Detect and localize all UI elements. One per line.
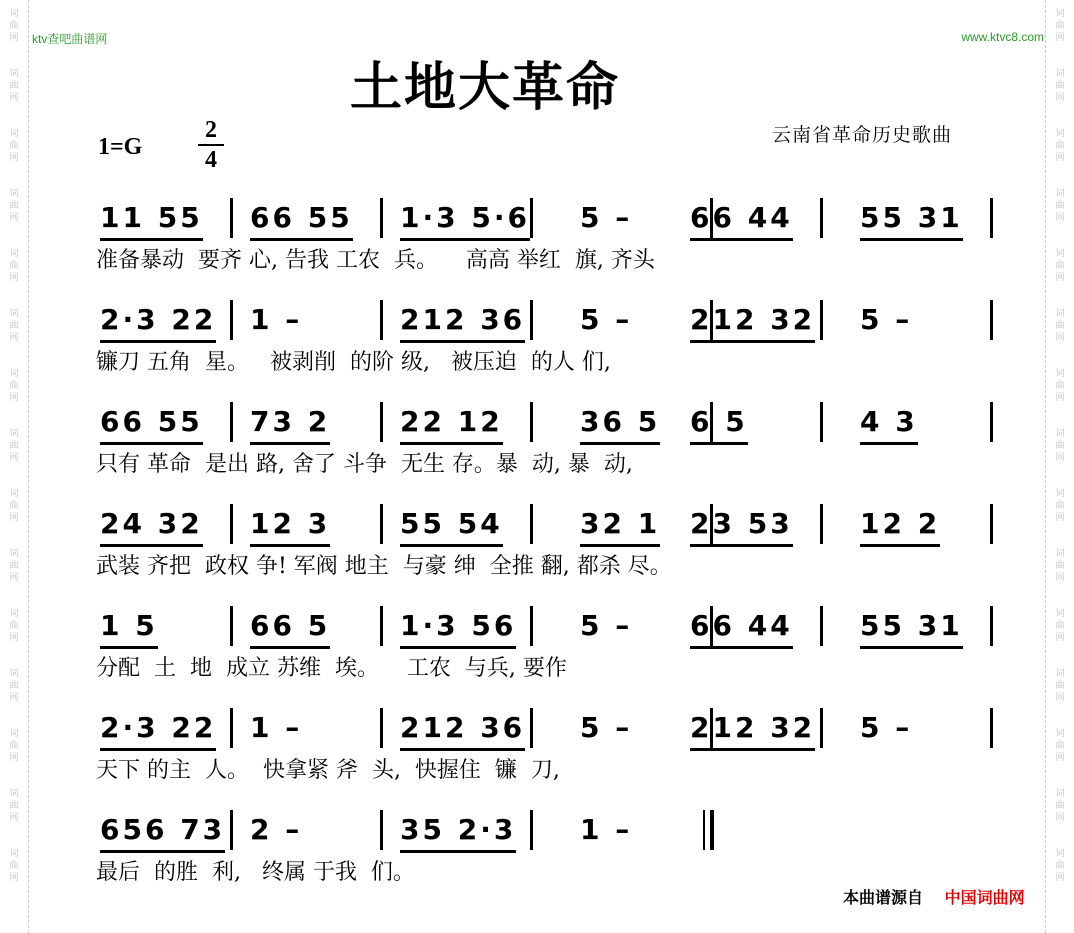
right-watermark-strip — [1045, 0, 1074, 933]
barline — [820, 402, 823, 442]
score-row — [90, 708, 1000, 790]
watermark-text: 词 曲 网 — [9, 69, 19, 103]
watermark-text: 词 曲 网 — [1055, 849, 1065, 883]
meter-numerator: 2 — [198, 116, 224, 146]
barline — [230, 402, 233, 442]
measure: 6 5 — [690, 402, 748, 445]
watermark-text: 词 曲 网 — [9, 789, 19, 823]
final-barline-thin — [703, 810, 705, 850]
watermark-text: 词 曲 网 — [1055, 609, 1065, 643]
barline — [230, 606, 233, 646]
site-url-right: www.ktvc8.com — [961, 30, 1044, 44]
measure: 1·3 56 — [400, 606, 516, 649]
measure: 36 5 — [580, 402, 660, 445]
measure: 1 – — [250, 303, 303, 336]
watermark-text: 词 曲 网 — [1055, 669, 1065, 703]
watermark-text: 词 曲 网 — [9, 489, 19, 523]
barline — [230, 810, 233, 850]
watermark-text: 词 曲 网 — [1055, 429, 1065, 463]
watermark-text: 词 曲 网 — [9, 549, 19, 583]
final-barline — [710, 810, 714, 850]
measure: 66 5 — [250, 606, 330, 649]
measure: 66 44 — [690, 198, 793, 241]
measure: 212 36 — [400, 708, 525, 751]
barline — [990, 402, 993, 442]
measure: 2·3 22 — [100, 708, 216, 751]
watermark-text: 词 曲 网 — [9, 849, 19, 883]
watermark-text: 词 曲 网 — [9, 249, 19, 283]
measure: 22 12 — [400, 402, 503, 445]
measure: 66 55 — [100, 402, 203, 445]
measure: 5 – — [860, 711, 913, 744]
score-row — [90, 198, 1000, 280]
notes-line — [90, 810, 1000, 858]
measure: 23 53 — [690, 504, 793, 547]
barline — [990, 708, 993, 748]
measure: 55 31 — [860, 606, 963, 649]
measure: 5 – — [580, 711, 633, 744]
score-row — [90, 300, 1000, 382]
score-row — [90, 402, 1000, 484]
meter-denominator: 4 — [205, 147, 217, 173]
measure: 24 32 — [100, 504, 203, 547]
lyrics-text: 武装 齐把 政权 争! 军阀 地主 与豪 绅 全推 翻, 都杀 尽。 — [96, 554, 672, 579]
measure: 212 36 — [400, 300, 525, 343]
barline — [990, 198, 993, 238]
measure: 5 – — [860, 303, 913, 336]
barline — [820, 198, 823, 238]
footer-brand: 中国词曲网 — [944, 888, 1025, 907]
site-name-left: ktv查吧曲谱网 — [32, 32, 108, 46]
watermark-text: 词 曲 网 — [1055, 309, 1065, 343]
watermark-text: 词 曲 网 — [1055, 729, 1065, 763]
lyrics-line — [90, 450, 1000, 484]
watermark-text: 词 曲 网 — [1055, 249, 1065, 283]
lyrics-line — [90, 654, 1000, 688]
watermark-text: 词 曲 网 — [9, 429, 19, 463]
key-signature: 1=G — [98, 134, 143, 160]
measure: 11 55 — [100, 198, 203, 241]
watermark-text: 词 曲 网 — [9, 369, 19, 403]
barline — [380, 504, 383, 544]
notes-line — [90, 606, 1000, 654]
barline — [820, 708, 823, 748]
barline — [990, 504, 993, 544]
measure: 73 2 — [250, 402, 330, 445]
notes-line — [90, 708, 1000, 756]
barline — [230, 300, 233, 340]
measure: 5 – — [580, 303, 633, 336]
watermark-text: 词 曲 网 — [1055, 489, 1065, 523]
measure: 2 – — [250, 813, 303, 846]
lyrics-text: 准备暴动 要齐 心, 告我 工农 兵。 高高 举红 旗, 齐头 — [96, 248, 655, 273]
watermark-text: 词 曲 网 — [1055, 69, 1065, 103]
measure: 4 3 — [860, 402, 918, 445]
measure: 55 54 — [400, 504, 503, 547]
lyrics-line — [90, 348, 1000, 382]
lyrics-text: 最后 的胜 利, 终属 于我 们。 — [96, 860, 415, 885]
measure: 1 – — [580, 813, 633, 846]
watermark-text: 词 曲 网 — [9, 669, 19, 703]
barline — [530, 504, 533, 544]
lyrics-text: 镰刀 五角 星。 被剥削 的阶 级, 被压迫 的人 们, — [96, 350, 611, 375]
barline — [380, 300, 383, 340]
notes-line — [90, 402, 1000, 450]
barline — [380, 402, 383, 442]
lyrics-text: 只有 革命 是出 路, 舍了 斗争 无生 存。暴 动, 暴 动, — [96, 452, 633, 477]
measure: 212 32 — [690, 708, 815, 751]
barline — [380, 810, 383, 850]
measure: 55 31 — [860, 198, 963, 241]
barline — [230, 504, 233, 544]
score-row — [90, 504, 1000, 586]
lyrics-text: 分配 土 地 成立 苏维 埃。 工农 与兵, 要作 — [96, 656, 567, 681]
notes-line — [90, 300, 1000, 348]
measure: 5 – — [580, 201, 633, 234]
lyrics-text: 天下 的主 人。 快拿紧 斧 头, 快握住 镰 刀, — [96, 758, 560, 783]
barline — [530, 300, 533, 340]
measure: 1 5 — [100, 606, 158, 649]
footer-credit — [843, 885, 1025, 908]
watermark-text: 词 曲 网 — [9, 729, 19, 763]
watermark-text: 词 曲 网 — [1055, 789, 1065, 823]
song-subtitle: 云南省革命历史歌曲 — [772, 124, 953, 146]
watermark-text: 词 曲 网 — [9, 189, 19, 223]
notes-line — [90, 504, 1000, 552]
measure: 12 3 — [250, 504, 330, 547]
watermark-text: 词 曲 网 — [9, 309, 19, 343]
left-watermark-strip — [0, 0, 29, 933]
barline — [230, 708, 233, 748]
watermark-text: 词 曲 网 — [1055, 129, 1065, 163]
measure: 12 2 — [860, 504, 940, 547]
score-row — [90, 606, 1000, 688]
measure: 35 2·3 — [400, 810, 516, 853]
barline — [820, 606, 823, 646]
measure: 66 44 — [690, 606, 793, 649]
watermark-text: 词 曲 网 — [9, 609, 19, 643]
watermark-text: 词 曲 网 — [1055, 9, 1065, 43]
barline — [990, 606, 993, 646]
measure: 1·3 5·6 — [400, 198, 530, 241]
barline — [380, 606, 383, 646]
time-signature — [198, 116, 224, 174]
watermark-text: 词 曲 网 — [1055, 369, 1065, 403]
footer-source-label: 本曲谱源自 — [843, 888, 924, 907]
score-row — [90, 810, 1000, 892]
song-title: 土地大革命 — [350, 58, 621, 118]
barline — [990, 300, 993, 340]
barline — [530, 402, 533, 442]
barline — [380, 708, 383, 748]
barline — [530, 708, 533, 748]
measure: 212 32 — [690, 300, 815, 343]
measure: 32 1 — [580, 504, 660, 547]
measure: 1 – — [250, 711, 303, 744]
barline — [380, 198, 383, 238]
lyrics-line — [90, 246, 1000, 280]
notes-line — [90, 198, 1000, 246]
measure: 2·3 22 — [100, 300, 216, 343]
lyrics-line — [90, 756, 1000, 790]
barline — [820, 504, 823, 544]
barline — [230, 198, 233, 238]
barline — [530, 810, 533, 850]
barline — [530, 198, 533, 238]
measure: 66 55 — [250, 198, 353, 241]
lyrics-line — [90, 552, 1000, 586]
watermark-text: 词 曲 网 — [9, 129, 19, 163]
watermark-text: 词 曲 网 — [1055, 189, 1065, 223]
barline — [820, 300, 823, 340]
barline — [530, 606, 533, 646]
measure: 656 73 — [100, 810, 225, 853]
watermark-text: 词 曲 网 — [9, 9, 19, 43]
watermark-text: 词 曲 网 — [1055, 549, 1065, 583]
measure: 5 – — [580, 609, 633, 642]
